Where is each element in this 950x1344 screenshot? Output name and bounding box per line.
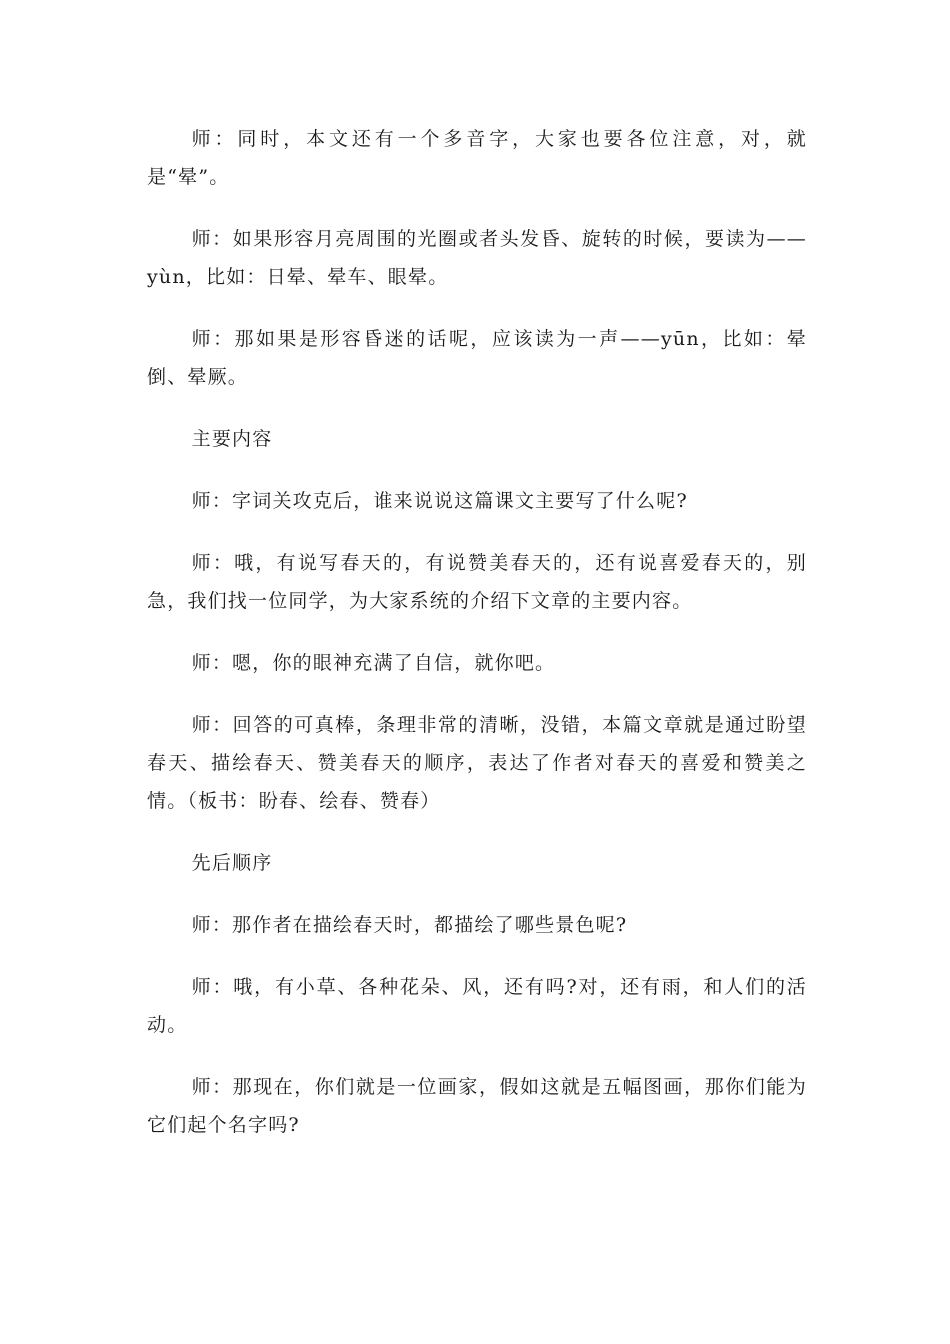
paragraph-painter-question: 师：那现在，你们就是一位画家，假如这就是五幅图画，那你们能为它们起个名字吗?	[147, 1076, 807, 1136]
paragraph-summary-praise: 师：回答的可真棒，条理非常的清晰，没错，本篇文章就是通过盼望春天、描绘春天、赞美春天的顺序，表达了作者对春天的喜爱和赞美之情。（板书：盼春、绘春、赞春）	[147, 714, 807, 812]
section-heading-sequence: 先后顺序	[191, 852, 273, 874]
paragraph-scenery-question: 师：那作者在描绘春天时，都描绘了哪些景色呢?	[191, 914, 628, 936]
paragraph-yun-first-tone: 师：那如果是形容昏迷的话呢，应该读为一声——yūn，比如：晕倒、晕厥。	[147, 328, 807, 388]
paragraph-polyphone-intro: 师：同时，本文还有一个多音字，大家也要各位注意，对，就是“晕”。	[147, 128, 807, 188]
paragraph-scenery-answers: 师：哦，有小草、各种花朵、风，还有吗?对，还有雨，和人们的活动。	[147, 976, 807, 1036]
document-body	[147, 120, 807, 1168]
paragraph-main-content-question: 师：字词关攻克后，谁来说说这篇课文主要写了什么呢?	[191, 490, 688, 512]
paragraph-pick-student: 师：嗯，你的眼神充满了自信，就你吧。	[191, 652, 556, 674]
section-heading-main-content: 主要内容	[191, 428, 273, 450]
paragraph-yun-fourth-tone: 师：如果形容月亮周围的光圈或者头发昏、旋转的时候，要读为——yùn，比如：日晕、晕车、眼晕。	[147, 228, 807, 288]
paragraph-student-answers: 师：哦，有说写春天的，有说赞美春天的，还有说喜爱春天的，别急，我们找一位同学，为大家系统的介绍下文章的主要内容。	[147, 552, 807, 612]
